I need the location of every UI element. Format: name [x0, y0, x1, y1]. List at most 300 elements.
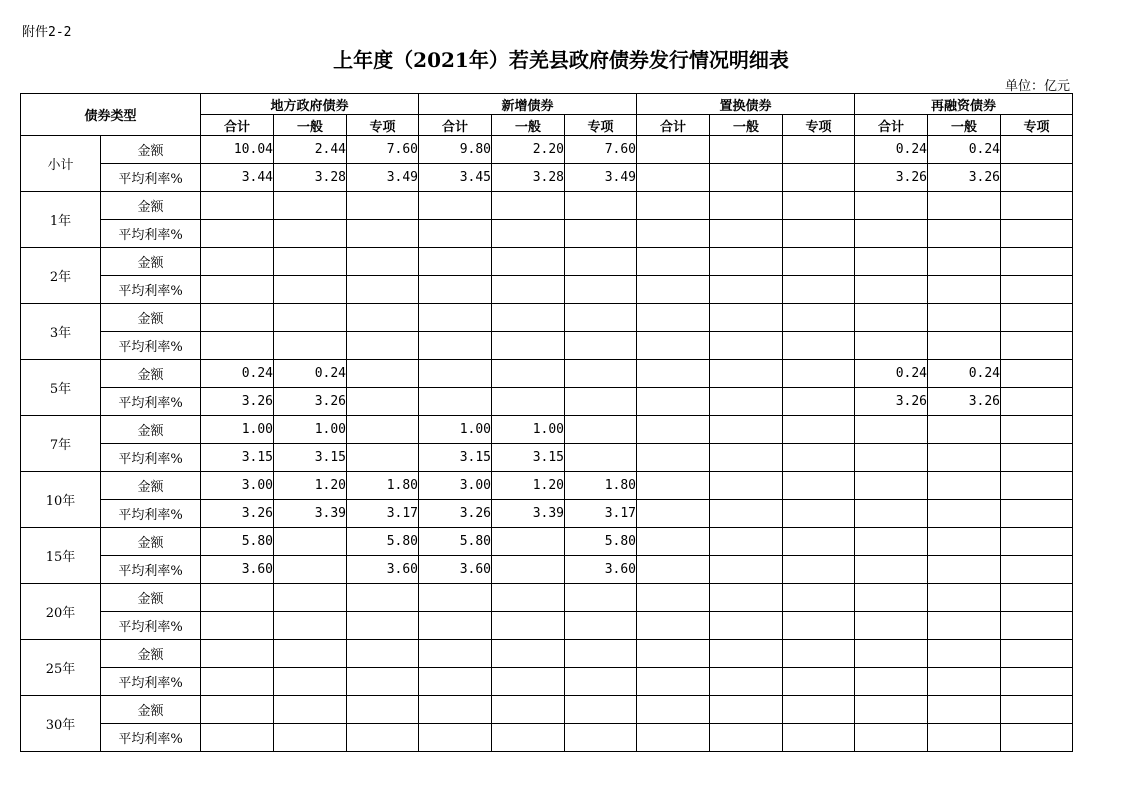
amount-cell	[565, 360, 637, 388]
rate-cell	[783, 724, 855, 752]
amount-cell: 0.24	[855, 136, 928, 164]
amount-cell: 0.24	[201, 360, 274, 388]
rate-cell: 3.39	[274, 500, 347, 528]
metric-amount-label: 金额	[101, 472, 201, 500]
amount-cell	[201, 584, 274, 612]
rate-cell	[783, 500, 855, 528]
rate-cell	[783, 388, 855, 416]
table-row	[21, 724, 1073, 752]
amount-cell	[710, 192, 783, 220]
amount-cell	[419, 640, 492, 668]
rate-cell	[1001, 444, 1073, 472]
subheader-special: 专项	[565, 115, 637, 136]
term-label: 10年	[21, 472, 101, 528]
amount-cell	[710, 360, 783, 388]
rate-cell	[710, 556, 783, 584]
metric-rate-label: 平均利率%	[101, 220, 201, 248]
amount-cell	[347, 640, 419, 668]
table-row	[21, 332, 1073, 360]
metric-rate-label: 平均利率%	[101, 724, 201, 752]
rate-cell: 3.28	[492, 164, 565, 192]
term-label: 2年	[21, 248, 101, 304]
rate-cell: 3.17	[565, 500, 637, 528]
amount-cell	[928, 584, 1001, 612]
rate-cell	[710, 668, 783, 696]
table-row	[21, 136, 1073, 164]
rate-cell: 3.44	[201, 164, 274, 192]
rate-cell	[419, 332, 492, 360]
rate-cell: 3.49	[565, 164, 637, 192]
table-row	[21, 416, 1073, 444]
amount-cell: 7.60	[347, 136, 419, 164]
subheader-total: 合计	[419, 115, 492, 136]
rate-cell	[1001, 332, 1073, 360]
term-label: 5年	[21, 360, 101, 416]
rate-cell	[855, 556, 928, 584]
rate-cell	[710, 444, 783, 472]
metric-rate-label: 平均利率%	[101, 612, 201, 640]
rate-cell	[928, 556, 1001, 584]
amount-cell	[565, 416, 637, 444]
amount-cell	[928, 472, 1001, 500]
metric-rate-label: 平均利率%	[101, 388, 201, 416]
group-header-refinancing: 再融资债券	[855, 94, 1073, 115]
rate-cell	[1001, 668, 1073, 696]
page-title: 上年度（2021年）若羌县政府债券发行情况明细表	[333, 48, 789, 72]
group-header-replacement: 置换债券	[637, 94, 855, 115]
rate-cell	[855, 332, 928, 360]
amount-cell	[637, 472, 710, 500]
metric-amount-label: 金额	[101, 528, 201, 556]
amount-cell: 5.80	[347, 528, 419, 556]
amount-cell	[1001, 248, 1073, 276]
group-header-new: 新增债券	[419, 94, 637, 115]
rate-cell	[274, 276, 347, 304]
rate-cell	[710, 164, 783, 192]
rate-cell	[419, 388, 492, 416]
rate-cell	[347, 612, 419, 640]
amount-cell	[637, 416, 710, 444]
rate-cell	[565, 444, 637, 472]
rate-cell	[201, 276, 274, 304]
rate-cell	[855, 612, 928, 640]
amount-cell	[492, 696, 565, 724]
amount-cell: 0.24	[928, 360, 1001, 388]
rate-cell	[637, 388, 710, 416]
rate-cell	[347, 668, 419, 696]
amount-cell	[1001, 416, 1073, 444]
amount-cell	[492, 584, 565, 612]
rate-cell: 3.17	[347, 500, 419, 528]
bond-issuance-table	[20, 93, 1073, 752]
amount-cell	[492, 192, 565, 220]
rate-cell	[565, 332, 637, 360]
rate-cell	[492, 276, 565, 304]
rate-cell: 3.39	[492, 500, 565, 528]
rate-cell	[710, 220, 783, 248]
amount-cell: 1.20	[492, 472, 565, 500]
rate-cell: 3.26	[855, 388, 928, 416]
rate-cell	[201, 332, 274, 360]
rate-cell	[855, 500, 928, 528]
amount-cell	[783, 136, 855, 164]
amount-cell	[783, 696, 855, 724]
amount-cell	[855, 248, 928, 276]
amount-cell	[855, 584, 928, 612]
amount-cell	[419, 248, 492, 276]
amount-cell	[783, 248, 855, 276]
rate-cell: 3.15	[492, 444, 565, 472]
term-label: 30年	[21, 696, 101, 752]
amount-cell	[855, 304, 928, 332]
amount-cell	[419, 304, 492, 332]
rate-cell	[928, 612, 1001, 640]
rate-cell: 3.26	[419, 500, 492, 528]
amount-cell: 5.80	[565, 528, 637, 556]
rate-cell	[855, 276, 928, 304]
rate-cell: 3.15	[419, 444, 492, 472]
rate-cell	[565, 388, 637, 416]
subheader-general: 一般	[492, 115, 565, 136]
group-header-row	[21, 94, 1073, 115]
rate-cell	[274, 668, 347, 696]
metric-amount-label: 金额	[101, 360, 201, 388]
amount-cell	[274, 304, 347, 332]
amount-cell	[637, 248, 710, 276]
amount-cell: 5.80	[419, 528, 492, 556]
rate-cell	[710, 612, 783, 640]
amount-cell: 0.24	[855, 360, 928, 388]
amount-cell	[710, 696, 783, 724]
type-header: 债券类型	[21, 94, 201, 136]
amount-cell	[492, 360, 565, 388]
metric-amount-label: 金额	[101, 304, 201, 332]
metric-amount-label: 金额	[101, 416, 201, 444]
amount-cell	[783, 416, 855, 444]
rate-cell: 3.15	[274, 444, 347, 472]
rate-cell	[1001, 220, 1073, 248]
rate-cell	[1001, 388, 1073, 416]
amount-cell	[637, 696, 710, 724]
rate-cell	[492, 668, 565, 696]
amount-cell	[1001, 136, 1073, 164]
amount-cell	[565, 192, 637, 220]
table-row	[21, 500, 1073, 528]
rate-cell	[928, 500, 1001, 528]
amount-cell	[855, 472, 928, 500]
amount-cell	[274, 528, 347, 556]
amount-cell	[783, 192, 855, 220]
table-row	[21, 528, 1073, 556]
amount-cell	[783, 640, 855, 668]
subheader-special: 专项	[347, 115, 419, 136]
amount-cell	[1001, 472, 1073, 500]
amount-cell	[710, 640, 783, 668]
rate-cell: 3.26	[201, 388, 274, 416]
amount-cell	[492, 248, 565, 276]
rate-cell	[855, 220, 928, 248]
amount-cell: 1.80	[565, 472, 637, 500]
rate-cell	[710, 724, 783, 752]
rate-cell	[1001, 276, 1073, 304]
amount-cell	[274, 696, 347, 724]
amount-cell	[274, 248, 347, 276]
amount-cell	[419, 696, 492, 724]
rate-cell	[637, 612, 710, 640]
amount-cell	[1001, 696, 1073, 724]
rate-cell	[637, 668, 710, 696]
attachment-label: 附件2-2	[22, 25, 72, 40]
table-row	[21, 192, 1073, 220]
rate-cell	[637, 556, 710, 584]
amount-cell	[928, 304, 1001, 332]
amount-cell: 3.00	[419, 472, 492, 500]
table-row	[21, 164, 1073, 192]
unit-label: 单位：亿元	[1004, 79, 1070, 94]
rate-cell	[274, 612, 347, 640]
rate-cell	[347, 276, 419, 304]
amount-cell: 1.00	[492, 416, 565, 444]
rate-cell: 3.26	[274, 388, 347, 416]
amount-cell: 7.60	[565, 136, 637, 164]
term-label: 25年	[21, 640, 101, 696]
amount-cell: 1.20	[274, 472, 347, 500]
metric-amount-label: 金额	[101, 192, 201, 220]
rate-cell	[637, 220, 710, 248]
rate-cell	[1001, 724, 1073, 752]
amount-cell	[201, 696, 274, 724]
rate-cell	[783, 164, 855, 192]
term-label: 1年	[21, 192, 101, 248]
metric-rate-label: 平均利率%	[101, 164, 201, 192]
rate-cell	[565, 220, 637, 248]
rate-cell	[565, 668, 637, 696]
table-row	[21, 640, 1073, 668]
amount-cell	[565, 640, 637, 668]
amount-cell	[347, 696, 419, 724]
amount-cell	[419, 360, 492, 388]
amount-cell	[855, 528, 928, 556]
amount-cell	[274, 192, 347, 220]
amount-cell	[783, 528, 855, 556]
amount-cell	[347, 248, 419, 276]
amount-cell	[637, 640, 710, 668]
amount-cell	[419, 584, 492, 612]
rate-cell	[783, 220, 855, 248]
amount-cell	[928, 192, 1001, 220]
rate-cell: 3.60	[565, 556, 637, 584]
amount-cell: 2.20	[492, 136, 565, 164]
metric-amount-label: 金额	[101, 640, 201, 668]
rate-cell	[928, 724, 1001, 752]
rate-cell	[710, 276, 783, 304]
amount-cell	[1001, 528, 1073, 556]
table-row	[21, 696, 1073, 724]
amount-cell	[1001, 640, 1073, 668]
rate-cell	[1001, 556, 1073, 584]
rate-cell	[274, 724, 347, 752]
amount-cell	[347, 304, 419, 332]
rate-cell	[492, 332, 565, 360]
amount-cell	[492, 640, 565, 668]
amount-cell	[710, 528, 783, 556]
rate-cell	[783, 668, 855, 696]
rate-cell	[492, 220, 565, 248]
amount-cell: 9.80	[419, 136, 492, 164]
rate-cell	[855, 724, 928, 752]
metric-amount-label: 金额	[101, 584, 201, 612]
rate-cell	[637, 724, 710, 752]
amount-cell	[274, 584, 347, 612]
table-row	[21, 304, 1073, 332]
amount-cell	[201, 640, 274, 668]
metric-amount-label: 金额	[101, 248, 201, 276]
subheader-special: 专项	[1001, 115, 1073, 136]
amount-cell	[201, 304, 274, 332]
table-row	[21, 584, 1073, 612]
rate-cell: 3.28	[274, 164, 347, 192]
rate-cell: 3.49	[347, 164, 419, 192]
rate-cell	[565, 724, 637, 752]
rate-cell	[347, 724, 419, 752]
table-row	[21, 668, 1073, 696]
amount-cell	[419, 192, 492, 220]
rate-cell	[783, 332, 855, 360]
amount-cell	[783, 472, 855, 500]
amount-cell	[347, 584, 419, 612]
rate-cell	[201, 668, 274, 696]
amount-cell	[1001, 360, 1073, 388]
amount-cell	[1001, 192, 1073, 220]
amount-cell	[637, 192, 710, 220]
rate-cell	[419, 220, 492, 248]
amount-cell	[928, 248, 1001, 276]
table-row	[21, 220, 1073, 248]
rate-cell	[565, 612, 637, 640]
rate-cell	[928, 220, 1001, 248]
amount-cell	[565, 248, 637, 276]
rate-cell	[347, 332, 419, 360]
amount-cell	[783, 304, 855, 332]
amount-cell	[1001, 304, 1073, 332]
metric-rate-label: 平均利率%	[101, 276, 201, 304]
amount-cell	[783, 360, 855, 388]
rate-cell	[710, 332, 783, 360]
rate-cell	[419, 668, 492, 696]
table-row	[21, 388, 1073, 416]
rate-cell	[637, 500, 710, 528]
amount-cell	[710, 248, 783, 276]
subheader-general: 一般	[274, 115, 347, 136]
amount-cell	[855, 696, 928, 724]
rate-cell	[201, 220, 274, 248]
amount-cell	[928, 640, 1001, 668]
subheader-special: 专项	[783, 115, 855, 136]
rate-cell: 3.60	[347, 556, 419, 584]
amount-cell	[637, 136, 710, 164]
amount-cell	[710, 304, 783, 332]
rate-cell: 3.45	[419, 164, 492, 192]
amount-cell	[637, 304, 710, 332]
rate-cell	[928, 444, 1001, 472]
rate-cell	[928, 668, 1001, 696]
rate-cell	[783, 276, 855, 304]
amount-cell	[637, 360, 710, 388]
metric-rate-label: 平均利率%	[101, 556, 201, 584]
term-label: 小计	[21, 136, 101, 192]
rate-cell	[1001, 500, 1073, 528]
amount-cell	[492, 304, 565, 332]
rate-cell: 3.26	[201, 500, 274, 528]
metric-rate-label: 平均利率%	[101, 444, 201, 472]
rate-cell	[201, 724, 274, 752]
rate-cell	[928, 276, 1001, 304]
rate-cell	[274, 220, 347, 248]
rate-cell	[419, 612, 492, 640]
rate-cell	[710, 388, 783, 416]
rate-cell	[783, 444, 855, 472]
amount-cell	[783, 584, 855, 612]
rate-cell	[419, 276, 492, 304]
amount-cell	[201, 248, 274, 276]
amount-cell: 3.00	[201, 472, 274, 500]
amount-cell	[347, 192, 419, 220]
term-label: 7年	[21, 416, 101, 472]
amount-cell	[492, 528, 565, 556]
amount-cell	[710, 136, 783, 164]
table-row	[21, 472, 1073, 500]
amount-cell	[855, 416, 928, 444]
amount-cell: 1.00	[419, 416, 492, 444]
amount-cell	[565, 696, 637, 724]
amount-cell	[710, 584, 783, 612]
rate-cell	[347, 444, 419, 472]
rate-cell: 3.26	[855, 164, 928, 192]
rate-cell	[637, 444, 710, 472]
rate-cell	[1001, 612, 1073, 640]
amount-cell: 0.24	[274, 360, 347, 388]
rate-cell	[492, 612, 565, 640]
rate-cell	[492, 556, 565, 584]
rate-cell: 3.26	[928, 164, 1001, 192]
rate-cell: 3.15	[201, 444, 274, 472]
rate-cell	[783, 556, 855, 584]
amount-cell	[928, 696, 1001, 724]
rate-cell	[347, 220, 419, 248]
rate-cell: 3.60	[419, 556, 492, 584]
amount-cell: 1.00	[201, 416, 274, 444]
amount-cell	[201, 192, 274, 220]
table-row	[21, 276, 1073, 304]
amount-cell: 10.04	[201, 136, 274, 164]
rate-cell	[201, 612, 274, 640]
subheader-general: 一般	[710, 115, 783, 136]
subheader-total: 合计	[201, 115, 274, 136]
amount-cell	[347, 360, 419, 388]
rate-cell: 3.60	[201, 556, 274, 584]
amount-cell	[710, 472, 783, 500]
rate-cell	[274, 556, 347, 584]
rate-cell	[274, 332, 347, 360]
rate-cell	[492, 724, 565, 752]
term-label: 3年	[21, 304, 101, 360]
rate-cell	[347, 388, 419, 416]
rate-cell	[710, 500, 783, 528]
rate-cell	[637, 164, 710, 192]
rate-cell	[637, 276, 710, 304]
amount-cell	[928, 416, 1001, 444]
rate-cell	[783, 612, 855, 640]
